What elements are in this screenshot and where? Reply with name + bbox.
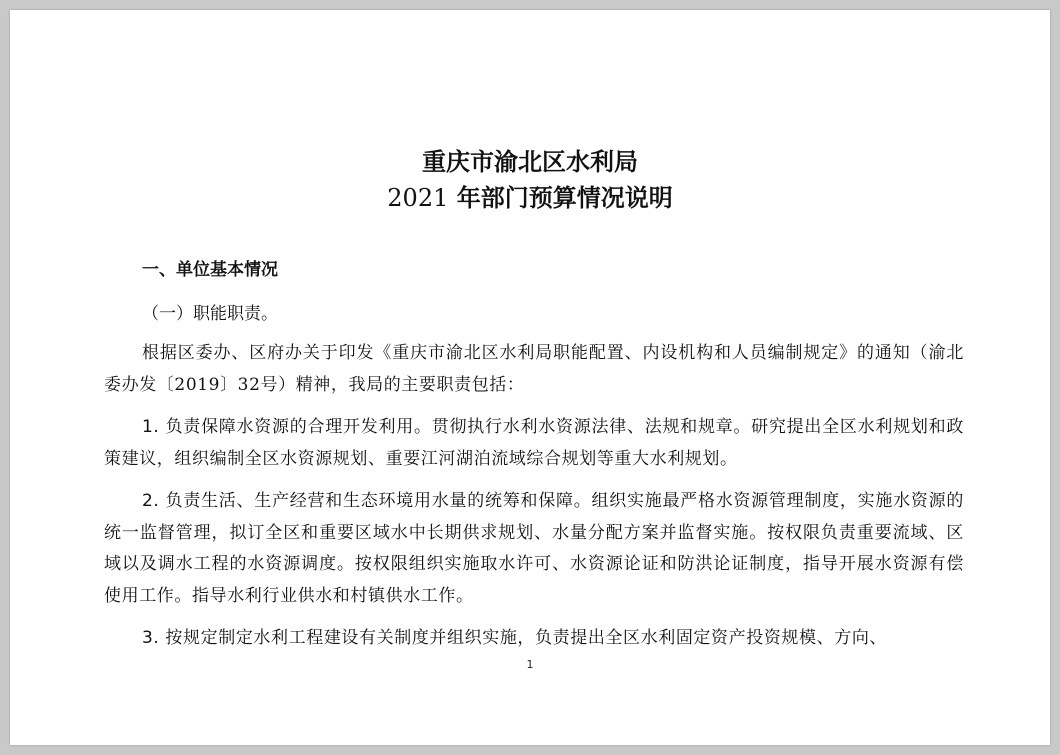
- document-title: [10, 144, 1050, 216]
- subsection-heading: （一）职能职责。: [142, 304, 278, 324]
- item-number: 2.: [142, 491, 160, 511]
- paragraph-item-1: [104, 412, 964, 475]
- paragraph-item-3: [104, 623, 964, 655]
- item-number: 1.: [142, 417, 160, 437]
- page-number: 1: [526, 658, 534, 671]
- document-page: [10, 10, 1050, 745]
- paragraph-text: 负责保障水资源的合理开发利用。贯彻执行水利水资源法律、法规和规章。研究提出全区水利规划和政策建议，组织编制全区水资源规划、重要江河湖泊流域综合规划等重大水利规划。: [104, 417, 964, 469]
- paragraph-text: 按规定制定水利工程建设有关制度并组织实施，负责提出全区水利固定资产投资规模、方向、: [159, 628, 888, 648]
- item-number: 3.: [142, 628, 160, 648]
- paragraph-text: 根据区委办、区府办关于印发《重庆市渝北区水利局职能配置、内设机构和人员编制规定》的通知（渝北委办发〔2019〕32号）精神，我局的主要职责包括：: [104, 343, 964, 395]
- paragraph-item-2: [104, 486, 964, 612]
- title-year: 2021: [387, 184, 449, 212]
- section-heading: 一、单位基本情况: [142, 260, 278, 280]
- title-line-1: 重庆市渝北区水利局: [422, 147, 638, 176]
- title-line-2: [10, 180, 1050, 216]
- paragraph-text: 负责生活、生产经营和生态环境用水量的统筹和保障。组织实施最严格水资源管理制度，实施水资源的统一监督管理，拟订全区和重要区域水中长期供求规划、水量分配方案并监督实施。按权限负责重要流域、区域以及调水工程的水资源调度。按权限组织实施取水许可、水资源论证和防洪论证制度，指导开展水资源有偿使用工作。指导水利行业供水和村镇供水工作。: [104, 491, 964, 606]
- title-rest: 年部门预算情况说明: [448, 183, 673, 212]
- paragraph-intro: [104, 338, 964, 401]
